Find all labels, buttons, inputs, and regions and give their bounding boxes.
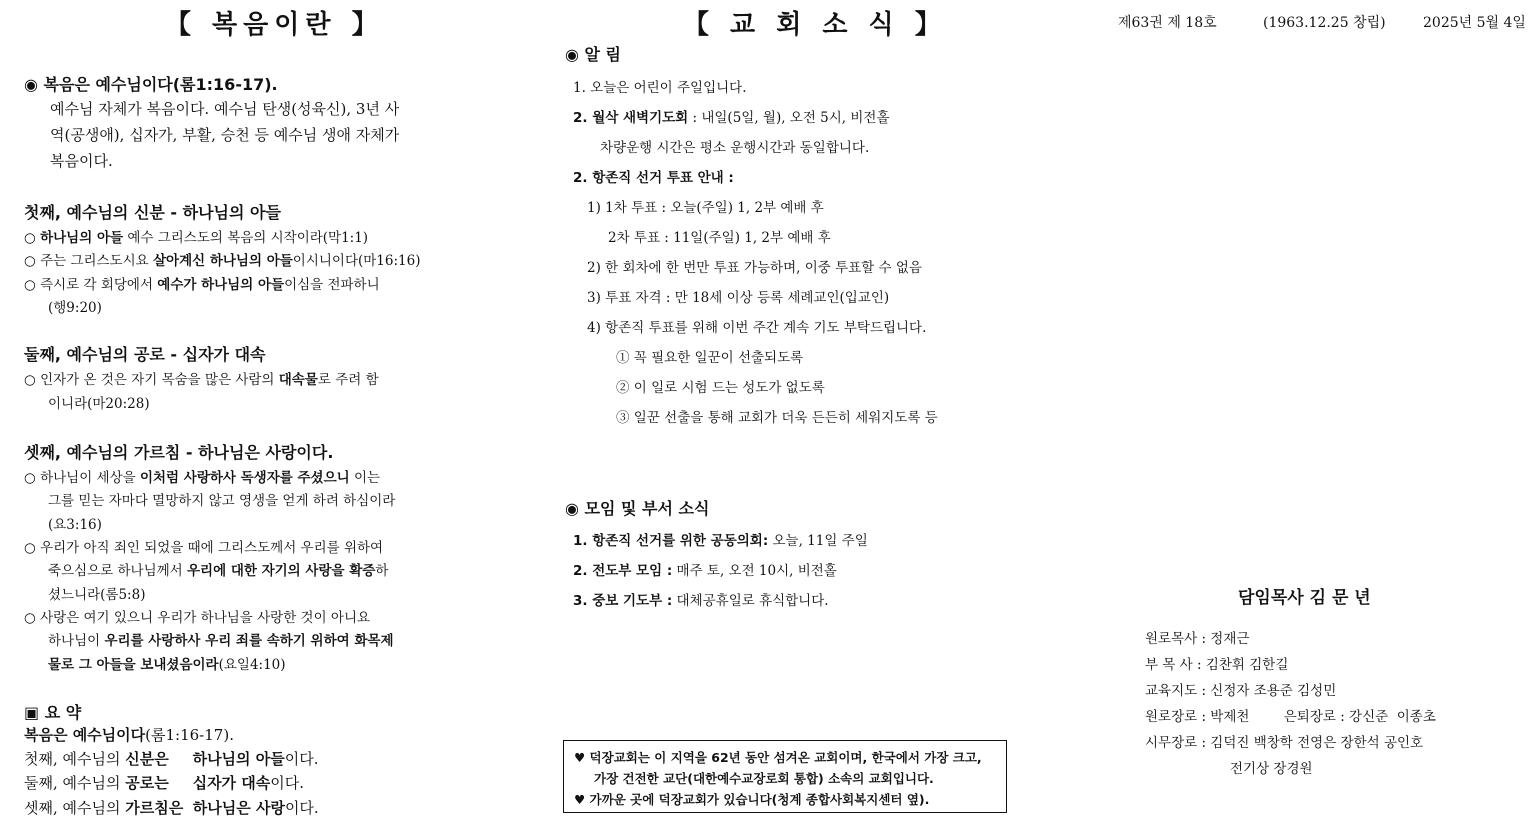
second-title: 둘째, 예수님의 공로 - 십자가 대속 bbox=[24, 345, 266, 364]
third-line-8: 하나님이 우리를 사랑하사 우리 죄를 속하기 위하여 화목제 bbox=[48, 633, 394, 649]
third-line-5: 죽으심으로 하나님께서 우리에 대한 자기의 사랑을 확증하 bbox=[48, 563, 389, 579]
intro-title: ◉ 복음은 예수님이다(롬1:16-17). bbox=[24, 75, 278, 94]
notice-3-4c: ③ 일꾼 선출을 통해 교회가 더욱 든든히 세워지도록 등 bbox=[616, 410, 938, 426]
notice-1: 1. 오늘은 어린이 주일입니다. bbox=[573, 80, 747, 96]
intro-line-3: 복음이다. bbox=[50, 152, 113, 170]
group-3: 3. 중보 기도부 : 대체공휴일로 휴식합니다. bbox=[573, 593, 829, 609]
first-item-3: ○ 즉시로 각 회당에서 예수가 하나님의 아들이심을 전파하니 bbox=[24, 277, 380, 293]
summary-line-4: 셋째, 예수님의 가르침은 하나님은 사랑이다. bbox=[24, 799, 319, 817]
notice-3-3: 3) 투표 자격 : 만 18세 이상 등록 세례교인(입교인) bbox=[587, 290, 890, 306]
staff-row-3: 교육지도 : 신정자 조용준 김성민 bbox=[1145, 683, 1337, 699]
notice-3-2: 2) 한 회차에 한 번만 투표 가능하며, 이중 투표할 수 없음 bbox=[587, 260, 922, 276]
info-box-line-2: 가장 건전한 교단(대한예수교장로회 통합) 소속의 교회입니다. bbox=[594, 771, 934, 786]
group-news-title: ◉ 모임 및 부서 소식 bbox=[565, 499, 710, 518]
staff-row-2: 부 목 사 : 김찬휘 김한길 bbox=[1145, 657, 1289, 673]
staff-row-6: 전기상 장경원 bbox=[1230, 761, 1313, 777]
notice-2-cont: 차량운행 시간은 평소 운행시간과 동일합니다. bbox=[600, 140, 870, 156]
third-line-9: 물로 그 아들을 보내셨음이라(요일4:10) bbox=[48, 657, 286, 673]
first-item-3-cont: (행9:20) bbox=[48, 300, 102, 316]
group-1: 1. 항존직 선거를 위한 공동의회: 오늘, 11일 주일 bbox=[573, 533, 868, 549]
notice-3-4: 4) 항존직 투표를 위해 이번 주간 계속 기도 부탁드립니다. bbox=[587, 320, 927, 336]
third-line-4: ○ 우리가 아직 죄인 되었을 때에 그리스도께서 우리를 위하여 bbox=[24, 540, 384, 556]
info-box-line-1: ♥ 덕장교회는 이 지역을 62년 동안 섬겨온 교회이며, 한국에서 가장 크고, bbox=[574, 750, 982, 765]
senior-pastor: 담임목사 김 문 년 bbox=[1238, 588, 1371, 608]
summary-line-2: 첫째, 예수님의 신분은 하나님의 아들이다. bbox=[24, 750, 319, 768]
first-item-2: ○ 주는 그리스도시요 살아계신 하나님의 아들이시니이다(마16:16) bbox=[24, 253, 421, 269]
first-item-1: ○ 하나님의 아들 예수 그리스도의 복음의 시작이라(막1:1) bbox=[24, 230, 369, 246]
second-line-2: 이니라(마20:28) bbox=[48, 396, 150, 412]
notice-3-4a: ① 꼭 필요한 일꾼이 선출되도록 bbox=[616, 350, 804, 366]
summary-title: ▣ 요 약 bbox=[24, 703, 82, 722]
intro-line-2: 역(공생애), 십자가, 부활, 승천 등 예수님 생애 자체가 bbox=[50, 126, 400, 144]
third-title: 셋째, 예수님의 가르침 - 하나님은 사랑이다. bbox=[24, 443, 334, 462]
first-title: 첫째, 예수님의 신분 - 하나님의 아들 bbox=[24, 203, 281, 222]
church-info-box bbox=[563, 740, 1007, 813]
notice-2: 2. 월삭 새벽기도회 : 내일(5일, 월), 오전 5시, 비전홀 bbox=[573, 110, 890, 126]
third-line-1: ○ 하나님이 세상을 이처럼 사랑하사 독생자를 주셨으니 이는 bbox=[24, 470, 381, 486]
gospel-heading: 【 복음이란 】 bbox=[165, 10, 384, 40]
staff-row-4: 원로장로 : 박제천 은퇴장로 : 강신준 이종초 bbox=[1145, 709, 1436, 725]
notice-title: ◉ 알 림 bbox=[565, 45, 622, 64]
third-line-6: 셨느니라(롬5:8) bbox=[48, 587, 146, 603]
info-box-line-3: ♥ 가까운 곳에 덕장교회가 있습니다(청계 종합사회복지센터 옆). bbox=[574, 792, 930, 807]
church-news-heading: 【 교 회 소 식 】 bbox=[683, 10, 947, 40]
notice-3-1: 1) 1차 투표 : 오늘(주일) 1, 2부 예배 후 bbox=[587, 200, 824, 216]
volume-number: 제63권 제 18호 bbox=[1118, 15, 1217, 31]
notice-3: 2. 항존직 선거 투표 안내 : bbox=[573, 170, 734, 186]
issue-date: 2025년 5월 4일 bbox=[1423, 15, 1526, 31]
notice-3-1b: 2차 투표 : 11일(주일) 1, 2부 예배 후 bbox=[608, 230, 831, 246]
staff-row-1: 원로목사 : 정재근 bbox=[1145, 631, 1250, 647]
summary-line-3: 둘째, 예수님의 공로는 십자가 대속이다. bbox=[24, 774, 305, 792]
third-line-3: (요3:16) bbox=[48, 517, 102, 533]
notice-3-4b: ② 이 일로 시험 드는 성도가 없도록 bbox=[616, 380, 825, 396]
second-line-1: ○ 인자가 온 것은 자기 목숨을 많은 사람의 대속물로 주려 함 bbox=[24, 372, 379, 388]
group-2: 2. 전도부 모임 : 매주 토, 오전 10시, 비전홀 bbox=[573, 563, 837, 579]
third-line-2: 그를 믿는 자마다 멸망하지 않고 영생을 얻게 하려 하심이라 bbox=[48, 493, 396, 509]
intro-line-1: 예수님 자체가 복음이다. 예수님 탄생(성육신), 3년 사 bbox=[50, 100, 400, 118]
summary-line-1: 복음은 예수님이다(롬1:16-17). bbox=[24, 726, 234, 744]
staff-row-5: 시무장로 : 김덕진 백창학 전영은 장한석 공인호 bbox=[1145, 735, 1424, 751]
third-line-7: ○ 사랑은 여기 있으니 우리가 하나님을 사랑한 것이 아니요 bbox=[24, 610, 371, 626]
founded-date: (1963.12.25 창립) bbox=[1263, 15, 1386, 31]
